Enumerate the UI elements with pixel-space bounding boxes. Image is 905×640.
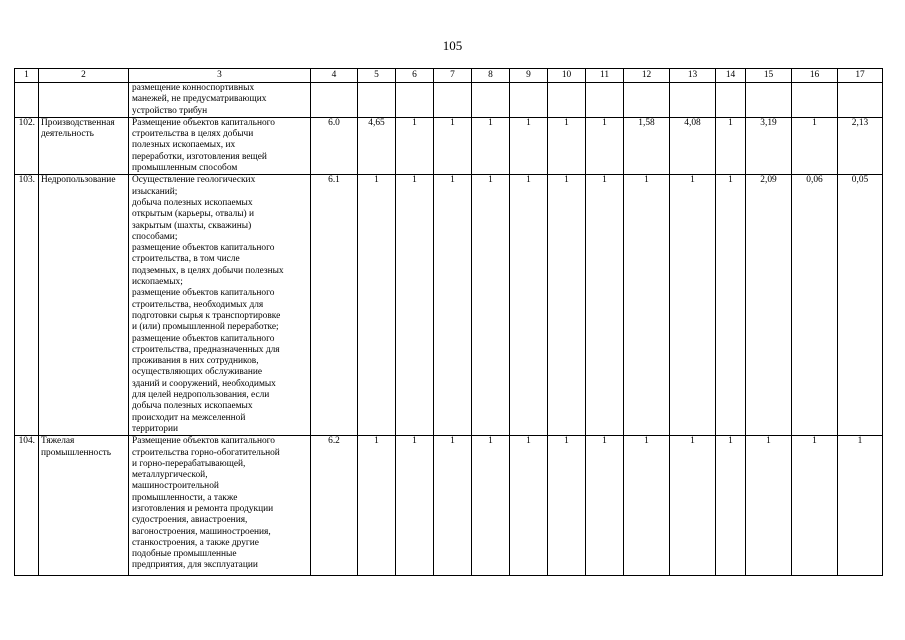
row-number: 103. — [15, 175, 39, 436]
row-number — [15, 83, 39, 118]
column-header-13: 13 — [670, 69, 716, 83]
coefficient-cell: 2,09 — [746, 175, 792, 436]
coefficient-cell: 0,05 — [838, 175, 883, 436]
description-line: переработки, изготовления вещей — [132, 151, 267, 162]
description-line: Осуществление геологических — [132, 175, 256, 186]
coefficient-cell: 1 — [358, 175, 396, 436]
coefficient-cell: 1 — [472, 436, 510, 576]
column-header-1: 1 — [15, 69, 39, 83]
column-header-17: 17 — [838, 69, 883, 83]
description-line: промышленным способом — [132, 163, 238, 174]
coefficient-cell — [624, 83, 670, 118]
land-use-description — [129, 175, 311, 436]
coefficient-cell: 1 — [624, 175, 670, 436]
coefficient-cell — [472, 83, 510, 118]
coefficient-cell: 0,06 — [792, 175, 838, 436]
coefficient-cell: 1 — [586, 175, 624, 436]
description-line: ископаемых; — [132, 277, 183, 288]
column-header-8: 8 — [472, 69, 510, 83]
description-line: предприятия, для эксплуатации — [132, 560, 258, 571]
column-header-5: 5 — [358, 69, 396, 83]
description-line: осуществляющих обслуживание — [132, 367, 263, 378]
description-line: размещение конноспортивных — [132, 83, 255, 93]
name-line: промышленность — [41, 447, 111, 458]
coefficient-cell: 1 — [716, 175, 746, 436]
coefficient-cell: 2,13 — [838, 117, 883, 174]
column-header-7: 7 — [434, 69, 472, 83]
column-number-row — [15, 69, 883, 83]
coefficient-cell — [358, 83, 396, 118]
coefficient-cell: 1,58 — [624, 117, 670, 174]
coefficient-cell — [434, 83, 472, 118]
coefficient-cell: 1 — [838, 436, 883, 576]
coefficient-cell: 1 — [396, 117, 434, 174]
land-use-name — [39, 83, 129, 118]
coefficient-cell: 1 — [434, 436, 472, 576]
description-line: устройство трибун — [132, 105, 208, 116]
description-line: зданий и сооружений, необходимых — [132, 378, 276, 389]
land-use-code: 6.1 — [311, 175, 358, 436]
row-number: 104. — [15, 436, 39, 576]
description-line: строительства, необходимых для — [132, 299, 264, 310]
coefficient-cell: 1 — [624, 436, 670, 576]
description-line: подобные промышленные — [132, 549, 237, 560]
description-line: подготовки сырья к транспортировке — [132, 310, 281, 321]
coefficient-cell: 1 — [548, 117, 586, 174]
coefficient-cell: 1 — [716, 436, 746, 576]
description-line: изысканий; — [132, 186, 178, 197]
land-use-description — [129, 117, 311, 174]
description-line: металлургической, — [132, 470, 208, 481]
description-line: размещение объектов капитального — [132, 288, 275, 299]
coefficient-cell — [746, 83, 792, 118]
coefficient-cell — [838, 83, 883, 118]
row-number: 102. — [15, 117, 39, 174]
page-number: 105 — [442, 38, 463, 53]
coefficient-cell: 3,19 — [746, 117, 792, 174]
column-header-10: 10 — [548, 69, 586, 83]
column-header-11: 11 — [586, 69, 624, 83]
coefficient-cell: 1 — [472, 117, 510, 174]
description-line: машиностроительной — [132, 481, 219, 492]
land-use-name — [39, 117, 129, 174]
description-line: Размещение объектов капитального — [132, 436, 275, 447]
table-row — [15, 436, 883, 576]
coefficient-cell: 1 — [396, 175, 434, 436]
column-header-9: 9 — [510, 69, 548, 83]
column-header-2: 2 — [39, 69, 129, 83]
description-line: происходит на межселенной — [132, 412, 246, 423]
description-line: вагоностроения, машиностроения, — [132, 526, 271, 537]
land-use-name — [39, 175, 129, 436]
description-line: строительства в целях добычи — [132, 129, 254, 140]
coefficient-cell: 1 — [716, 117, 746, 174]
coefficient-cell — [396, 83, 434, 118]
description-line: проживания в них сотрудников, — [132, 356, 259, 367]
coefficient-cell: 1 — [746, 436, 792, 576]
description-line: размещение объектов капитального — [132, 333, 275, 344]
name-line: Производственная — [41, 117, 115, 128]
coefficient-cell: 1 — [670, 175, 716, 436]
description-line: и (или) промышленной переработке; — [132, 322, 279, 333]
description-line: судостроения, авиастроения, — [132, 515, 248, 526]
land-use-code: 6.2 — [311, 436, 358, 576]
coefficient-cell: 1 — [510, 117, 548, 174]
coefficient-cell — [510, 83, 548, 118]
name-line: Недропользование — [41, 175, 116, 186]
description-line: открытым (карьеры, отвалы) и — [132, 209, 255, 220]
description-line: для целей недропользования, если — [132, 390, 270, 401]
description-line: промышленности, а также — [132, 492, 238, 503]
coefficient-cell: 1 — [548, 175, 586, 436]
coefficient-cell — [792, 83, 838, 118]
description-line: Размещение объектов капитального — [132, 117, 275, 128]
description-line: способами; — [132, 231, 178, 242]
column-header-12: 12 — [624, 69, 670, 83]
column-header-14: 14 — [716, 69, 746, 83]
description-line: манежей, не предусматривающих — [132, 94, 267, 105]
column-header-16: 16 — [792, 69, 838, 83]
description-line: территории — [132, 423, 179, 434]
description-line: строительства, предназначенных для — [132, 344, 280, 355]
column-header-15: 15 — [746, 69, 792, 83]
description-line: подземных, в целях добычи полезных — [132, 265, 284, 276]
coefficient-cell — [670, 83, 716, 118]
coefficient-cell — [548, 83, 586, 118]
land-use-code: 6.0 — [311, 117, 358, 174]
coefficient-cell: 4,65 — [358, 117, 396, 174]
coefficient-cell: 1 — [472, 175, 510, 436]
coefficient-cell: 1 — [792, 117, 838, 174]
column-header-4: 4 — [311, 69, 358, 83]
land-use-table — [14, 68, 883, 576]
land-use-code — [311, 83, 358, 118]
column-header-6: 6 — [396, 69, 434, 83]
description-line: добыча полезных ископаемых — [132, 401, 253, 412]
description-line: размещение объектов капитального — [132, 243, 275, 254]
coefficient-cell: 1 — [396, 436, 434, 576]
coefficient-cell: 1 — [670, 436, 716, 576]
description-line: изготовления и ремонта продукции — [132, 503, 274, 514]
coefficient-cell: 1 — [792, 436, 838, 576]
description-line: и горно-перерабатывающей, — [132, 458, 246, 469]
name-line: деятельность — [41, 129, 94, 140]
description-line: полезных ископаемых, их — [132, 140, 236, 151]
coefficient-cell — [716, 83, 746, 118]
table-row — [15, 175, 883, 436]
description-line: строительства, в том числе — [132, 254, 240, 265]
description-line: станкостроения, а также другие — [132, 537, 259, 548]
coefficient-cell: 1 — [548, 436, 586, 576]
description-line: строительства горно-обогатительной — [132, 447, 280, 458]
table-row — [15, 83, 883, 118]
land-use-description — [129, 83, 311, 118]
land-use-name — [39, 436, 129, 576]
land-use-description — [129, 436, 311, 576]
coefficient-cell: 1 — [586, 436, 624, 576]
description-line: закрытым (шахты, скважины) — [132, 220, 252, 231]
description-line: добыча полезных ископаемых — [132, 197, 253, 208]
coefficient-cell: 1 — [586, 117, 624, 174]
table-row — [15, 117, 883, 174]
coefficient-cell: 4,08 — [670, 117, 716, 174]
column-header-3: 3 — [129, 69, 311, 83]
coefficient-cell: 1 — [434, 117, 472, 174]
name-line: Тяжелая — [41, 436, 75, 447]
coefficient-cell: 1 — [358, 436, 396, 576]
coefficient-cell: 1 — [434, 175, 472, 436]
coefficient-cell: 1 — [510, 436, 548, 576]
coefficient-cell: 1 — [510, 175, 548, 436]
coefficient-cell — [586, 83, 624, 118]
